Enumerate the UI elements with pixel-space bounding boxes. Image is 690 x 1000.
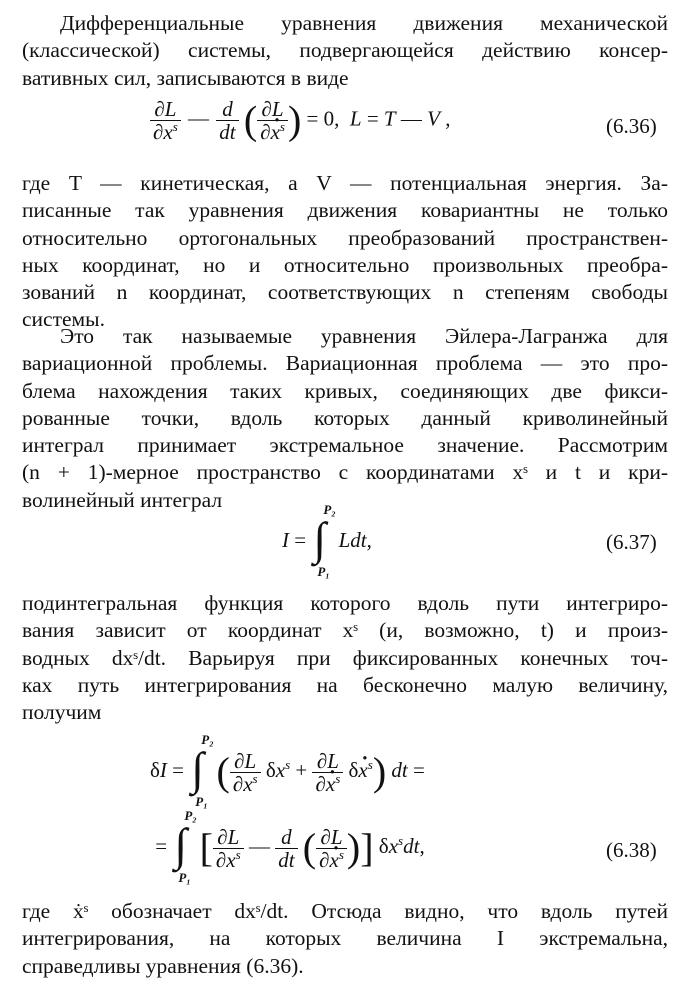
text-line: подинтегральная функция которого вдоль пути интегриро- — [22, 591, 668, 615]
text-line: системы. — [22, 307, 105, 332]
text-line: Дифференциальные уравнения движения механической — [60, 11, 668, 35]
text-line: относительно ортогональных преобразований пространствен- — [22, 225, 668, 250]
text-line: интегрирования, на которых величина I экстремальна, — [22, 926, 668, 951]
text-line: вативных сил, записываются в виде — [22, 65, 349, 90]
text-line: где T — кинетическая, а V — потенциальная энергия. За- — [22, 171, 668, 195]
text-line: зований n координат, соответствующих n степеням свободы — [22, 280, 668, 305]
text-line: ках путь интегрирования на бесконечно малую величину, — [22, 672, 668, 697]
text-line: волинейный интеграл — [22, 487, 223, 512]
paragraph-energy — [22, 170, 668, 334]
equation-number: (6.38) — [606, 838, 657, 862]
equation-number: (6.36) — [606, 114, 657, 138]
text-line: писанные так уравнения движения ковариантны не только — [22, 198, 668, 223]
equation-6-38-line2: = P₂ ∫ P₁ [ $\frac{\partial L}{\partial x^s}$ — $\frac{d}{dt}$ ( $\frac{\partial L}{\partial x \cdot^s}$ )] $\delta x^sdt$, — [150, 818, 425, 878]
text-line: вания зависит от координат xˢ (и, возможно, t) и произ- — [22, 618, 668, 643]
paragraph-conclusion — [22, 898, 668, 980]
paragraph-variation — [22, 590, 668, 726]
text-line: (n + 1)-мерное пространство с координатами xˢ и t и кри- — [22, 460, 668, 485]
equation-6-37: I = P₂ ∫ P₁ Ldt, — [282, 502, 372, 579]
equation-number: (6.37) — [606, 530, 657, 554]
equation-6-36: $\frac{\partial L}{\partial x^s}$ — $\frac{d}{dt}$ ( $\frac{\partial L}{\partial x \cdot^s}$ ) = 0, L = T — V , — [150, 98, 450, 143]
paragraph-euler-lagrange — [22, 323, 668, 514]
text-line: рованные точки, вдоль которых данный криволинейный — [22, 405, 668, 430]
equation-6-38-line1: δI = P₂ ∫ P₁ ( $\frac{\partial L}{\partial x^s}$ $\delta x^s$ + $\frac{\partial L}{\partial x \cdot^s}$ δx ·$^s$) dt = — [150, 742, 425, 802]
text-line: справедливы уравнения (6.36). — [22, 953, 304, 978]
text-line: водных dxˢ/dt. Варьируя при фиксированных конечных точ- — [22, 645, 668, 670]
text-line: Это так называемые уравнения Эйлера-Лагранжа для — [60, 324, 668, 348]
text-line: ных координат, но и относительно произвольных преобра- — [22, 252, 668, 277]
text-line: вариационной проблемы. Вариационная проблема — это про- — [22, 351, 668, 376]
text-line: интеграл принимает экстремальное значение. Рассмотрим — [22, 433, 668, 458]
text-line: получим — [22, 700, 102, 725]
text-line: блема нахождения таких кривых, соединяющих две фикси- — [22, 378, 668, 403]
paragraph-intro — [22, 10, 668, 92]
text-line: где ẋˢ обозначает dxˢ/dt. Отсюда видно, что вдоль путей — [22, 899, 668, 923]
text-line: (классической) системы, подвергающейся действию консер- — [22, 38, 668, 63]
